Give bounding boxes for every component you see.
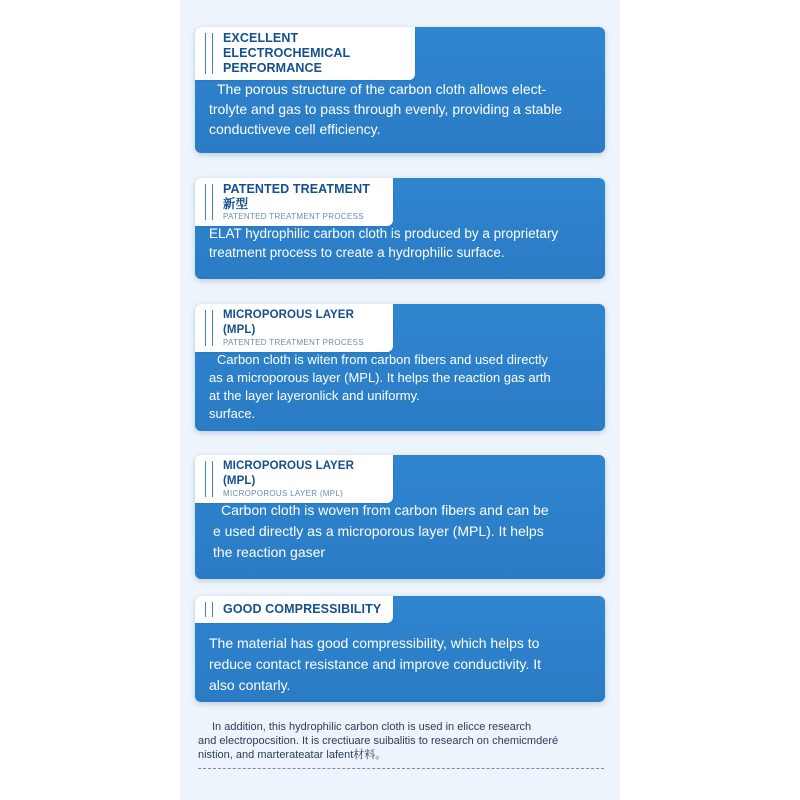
footer-line: In addition, this hydrophilic carbon cloth is used in elicce research: [212, 721, 532, 733]
card-title-tab: [195, 596, 393, 623]
card-subtitle: PATENTED TREATMENT PROCESS: [223, 212, 364, 221]
card-body-line: Carbon cloth is witen from carbon fibers and used directly: [217, 352, 548, 367]
card-body-line: conductiveve cell efficiency.: [209, 121, 381, 137]
feature-card-patented-treatment: [195, 178, 605, 279]
card-body: [209, 224, 591, 262]
footer-paragraph: [198, 720, 604, 762]
card-body-line: as a microporous layer (MPL). It helps the reaction gas arth: [209, 370, 551, 385]
card-title: PATENTED TREATMENT 新型: [223, 182, 370, 211]
feature-card-microporous-layer-2: [195, 455, 605, 579]
card-body-line: The porous structure of the carbon cloth allows elect-: [217, 81, 547, 97]
card-body: [209, 79, 591, 139]
card-body-line: also contarly.: [209, 677, 291, 693]
feature-card-good-compressibility: [195, 596, 605, 702]
footer-line: nistion, and marterateatar lafent材料。: [198, 749, 387, 761]
card-body-line: reduce contact resistance and improve conductivity. It: [209, 656, 542, 672]
title-bar-icon: [205, 602, 213, 617]
card-subtitle: PATENTED TREATMENT PROCESS: [223, 338, 364, 347]
card-body-line: e used directly as a microporous layer (MPL). It helps: [213, 523, 544, 539]
footer-line: and electropocsition. It is crectiuare suibalitis to research on chemicmderé: [198, 735, 559, 747]
title-bar-icon: [205, 33, 213, 74]
card-title: MICROPOROUS LAYER (MPL): [223, 309, 354, 336]
card-body-line: the reaction gaser: [213, 544, 326, 560]
card-title-tab: [195, 27, 415, 80]
card-body-line: surface.: [209, 406, 256, 421]
card-body: [209, 633, 591, 696]
title-bar-icon: [205, 184, 213, 220]
footer-divider: [198, 768, 604, 769]
card-body-line: The material has good compressibility, which helps to: [209, 635, 540, 651]
card-title-line: EXCELLENT ELECTROCHEMICAL: [223, 31, 351, 60]
card-body-line: at the layer layeronlick and uniformy.: [209, 388, 420, 403]
card-body: [209, 351, 591, 423]
feature-card-electrochemical: [195, 27, 605, 153]
title-bar-icon: [205, 310, 213, 346]
card-title-tab: [195, 304, 393, 352]
card-body-line: treatment process to create a hydrophilic surface.: [209, 245, 505, 260]
card-title-tab: [195, 178, 393, 226]
card-body-line: ELAT hydrophilic carbon cloth is produced by a proprietary: [209, 226, 559, 241]
card-body-line: Carbon cloth is woven from carbon fibers and can be: [221, 502, 549, 518]
card-body-line: trolyte and gas to pass through evenly, providing a stable: [209, 101, 563, 117]
card-title-tab: [195, 455, 393, 503]
card-subtitle: MICROPOROUS LAYER (MPL): [223, 489, 344, 498]
card-title: GOOD COMPRESSIBILITY: [223, 602, 382, 616]
card-title: MICROPOROUS LAYER (MPL): [223, 460, 354, 487]
card-title-line: PERFORMANCE: [223, 61, 323, 75]
feature-card-microporous-layer: [195, 304, 605, 431]
card-body: [209, 500, 591, 563]
title-bar-icon: [205, 461, 213, 497]
